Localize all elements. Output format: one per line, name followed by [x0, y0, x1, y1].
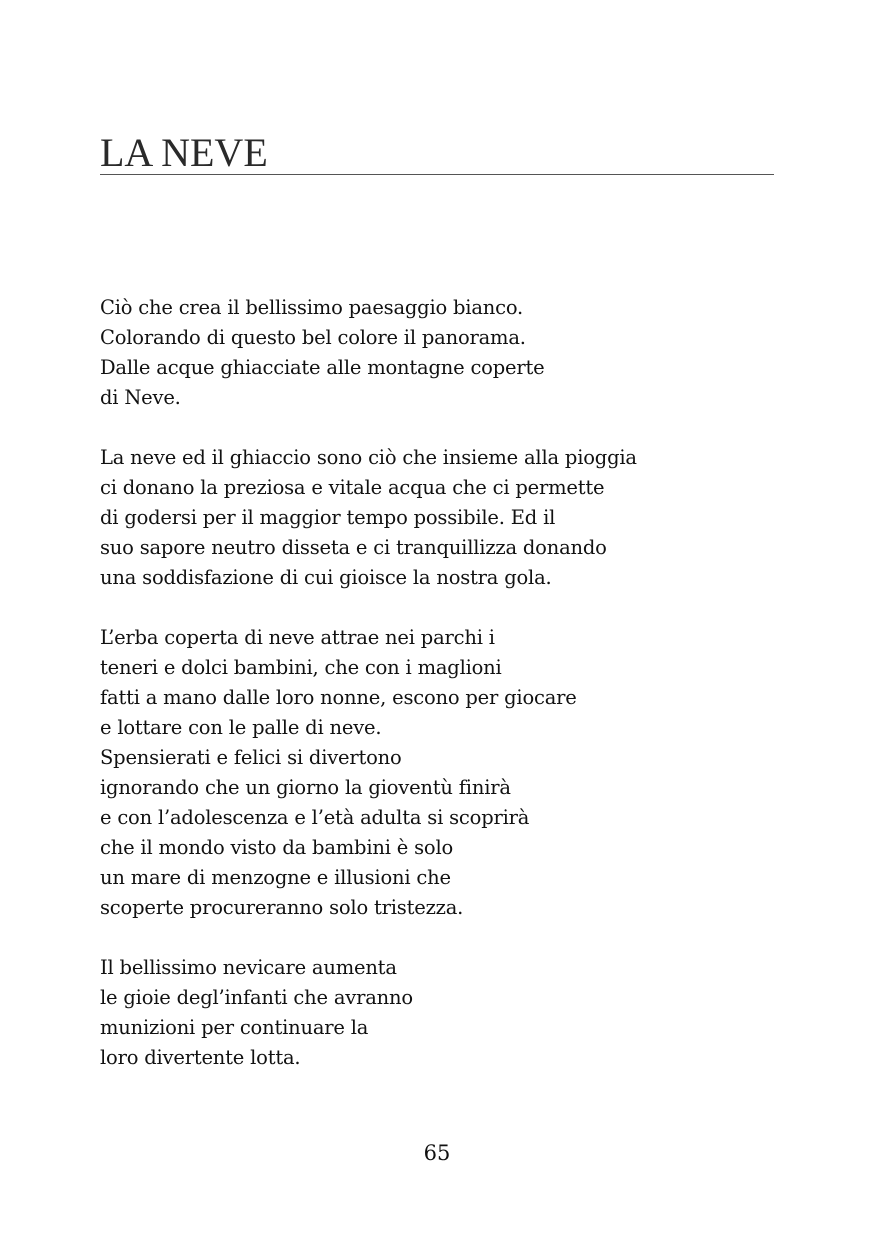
poem-line: loro divertente lotta.	[100, 1046, 301, 1069]
poem-line: scoperte procureranno solo tristezza.	[100, 896, 464, 919]
poem-line: un mare di menzogne e illusioni che	[100, 866, 451, 889]
stanza-1	[100, 293, 544, 413]
poem-line: fatti a mano dalle loro nonne, escono per giocare	[100, 686, 577, 709]
poem-line: e con l’adolescenza e l’età adulta si scoprirà	[100, 806, 530, 829]
poem-line: Ciò che crea il bellissimo paesaggio bianco.	[100, 296, 524, 319]
poem-line: di Neve.	[100, 386, 181, 409]
poem-line: munizioni per continuare la	[100, 1016, 369, 1039]
poem-line: di godersi per il maggior tempo possibile. Ed il	[100, 506, 556, 529]
chapter-title: LA NEVE	[100, 130, 268, 175]
poem-line: che il mondo visto da bambini è solo	[100, 836, 454, 859]
poem-line: Il bellissimo nevicare aumenta	[100, 956, 397, 979]
stanza-2	[100, 443, 637, 593]
poem-line: Colorando di questo bel colore il panorama.	[100, 326, 526, 349]
poem-line: suo sapore neutro disseta e ci tranquillizza donando	[100, 536, 607, 559]
poem-line: La neve ed il ghiaccio sono ciò che insieme alla pioggia	[100, 446, 637, 469]
stanza-3	[100, 623, 577, 923]
poem-line: una soddisfazione di cui gioisce la nostra gola.	[100, 566, 552, 589]
poem-line: e lottare con le palle di neve.	[100, 716, 382, 739]
poem-line: Dalle acque ghiacciate alle montagne coperte	[100, 356, 545, 379]
poem-line: L’erba coperta di neve attrae nei parchi i	[100, 626, 495, 649]
poem-line: teneri e dolci bambini, che con i maglioni	[100, 656, 502, 679]
title-underline	[100, 174, 774, 175]
poem-line: Spensierati e felici si divertono	[100, 746, 402, 769]
poem-line: le gioie degl’infanti che avranno	[100, 986, 413, 1009]
poem-line: ci donano la preziosa e vitale acqua che ci permette	[100, 476, 605, 499]
stanza-4	[100, 953, 413, 1073]
page-number: 65	[423, 1141, 451, 1165]
poem-line: ignorando che un giorno la gioventù finirà	[100, 776, 511, 799]
